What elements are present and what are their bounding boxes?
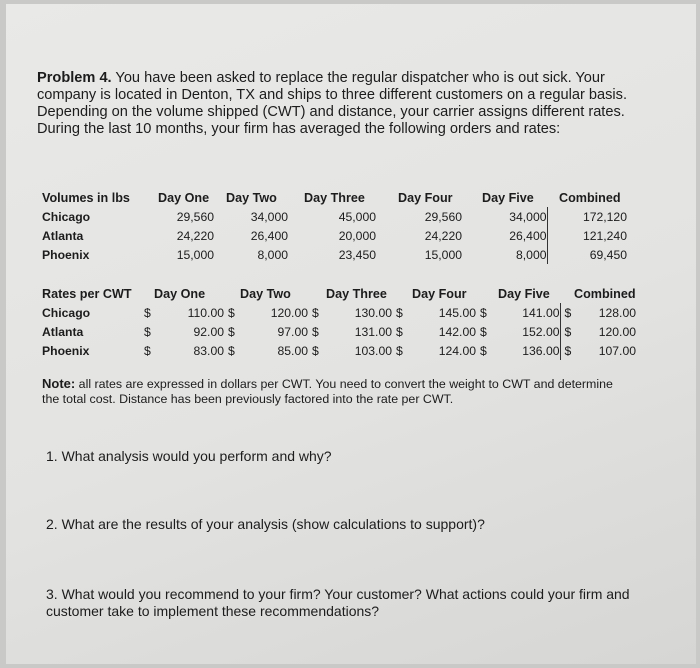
volumes-header: Combined [559,190,621,205]
rates-header: Day Five [498,286,550,301]
volume-combined-cell: 121,240 [582,228,627,243]
rate-cell: 130.00 [354,305,392,320]
volume-cell: 29,560 [176,209,214,224]
currency-symbol: $ [564,343,572,358]
currency-symbol: $ [480,305,487,320]
rate-cell: 83.00 [193,343,224,358]
currency-symbol: $ [564,324,572,339]
table-row [42,207,627,226]
currency-symbol: $ [312,324,319,339]
volumes-header: Day Five [482,190,534,205]
table-row [42,245,627,264]
rate-combined-cell: 120.00 [598,324,636,339]
rates-header: Rates per CWT [42,286,132,301]
volume-cell: 26,400 [462,226,547,245]
rates-table [42,284,636,360]
volume-cell: 8,000 [462,245,547,264]
rates-header: Day Two [240,286,291,301]
volumes-header: Volumes in lbs [42,190,130,205]
volume-combined-cell: 172,120 [582,209,627,224]
currency-symbol: $ [312,343,319,358]
currency-symbol: $ [312,305,319,320]
currency-symbol: $ [144,343,151,358]
rate-cell: 97.00 [277,324,308,339]
city-label: Atlanta [42,228,84,243]
volume-cell: 15,000 [176,247,214,262]
rate-cell: 120.00 [270,305,308,320]
question-2: 2. What are the results of your analysis (show calculations to support)? [46,516,485,532]
volume-cell: 15,000 [424,247,462,262]
currency-symbol: $ [396,343,403,358]
rate-cell: 152.00 [522,324,560,339]
volume-cell: 20,000 [338,228,376,243]
question-1: 1. What analysis would you perform and why? [46,448,332,464]
currency-symbol: $ [144,324,151,339]
volumes-header: Day Two [226,190,277,205]
rates-header-row [42,284,636,303]
table-row [42,226,627,245]
volume-cell: 34,000 [250,209,288,224]
question-3: 3. What would you recommend to your firm? Your customer? What actions could your firm and customer take to implement these recommendations? [46,586,630,619]
currency-symbol: $ [228,324,235,339]
currency-symbol: $ [228,305,235,320]
rate-cell: 145.00 [438,305,476,320]
rates-header: Combined [574,286,636,301]
rate-cell: 141.00 [522,305,560,320]
currency-symbol: $ [396,305,403,320]
volume-cell: 24,220 [424,228,462,243]
currency-symbol: $ [564,305,572,320]
city-label: Phoenix [42,247,90,262]
volume-cell: 29,560 [424,209,462,224]
rate-cell: 124.00 [438,343,476,358]
city-label: Chicago [42,305,91,320]
rate-combined-cell: 128.00 [598,305,636,320]
problem-statement [37,70,637,138]
city-label: Chicago [42,209,91,224]
volume-combined-cell: 69,450 [589,247,627,262]
volumes-table [42,188,627,264]
problem-text: You have been asked to replace the regular dispatcher who is out sick. Your company is located in Denton, TX and ships to three different customers on a regular basis. Depending on the volume shipped (CWT) and distance, your carrier assigns different rates. During the last 10 months, your firm has averaged the following orders and rates: [37,70,628,137]
volumes-header: Day Three [304,190,365,205]
rate-cell: 92.00 [193,324,224,339]
currency-symbol: $ [228,343,235,358]
table-row [42,322,636,341]
currency-symbol: $ [480,343,487,358]
volume-cell: 8,000 [257,247,288,262]
note-text: all rates are expressed in dollars per CWT. You need to convert the weight to CWT and determine the total cost. Distance has been previously factored into the rate per CWT. [42,377,613,406]
volume-cell: 26,400 [250,228,288,243]
volume-cell: 34,000 [462,207,547,226]
rate-cell: 103.00 [354,343,392,358]
volume-cell: 24,220 [176,228,214,243]
volume-cell: 45,000 [338,209,376,224]
note-label: Note: [42,376,76,391]
table-row [42,303,636,322]
rates-header: Day One [154,286,206,301]
city-label: Atlanta [42,324,84,339]
rates-header: Day Four [412,286,467,301]
rate-combined-cell: 107.00 [598,343,636,358]
note [42,376,622,407]
rate-cell: 142.00 [438,324,476,339]
problem-label: Problem 4. [37,70,112,86]
rate-cell: 110.00 [187,305,224,320]
table-row [42,341,636,360]
rates-header: Day Three [326,286,387,301]
currency-symbol: $ [396,324,403,339]
volumes-header: Day One [158,190,210,205]
rate-cell: 85.00 [277,343,308,358]
rate-cell: 136.00 [522,343,560,358]
currency-symbol: $ [480,324,487,339]
volumes-header: Day Four [398,190,453,205]
rate-cell: 131.00 [354,324,392,339]
volumes-header-row [42,188,627,207]
volume-cell: 23,450 [338,247,376,262]
currency-symbol: $ [144,305,151,320]
city-label: Phoenix [42,343,90,358]
